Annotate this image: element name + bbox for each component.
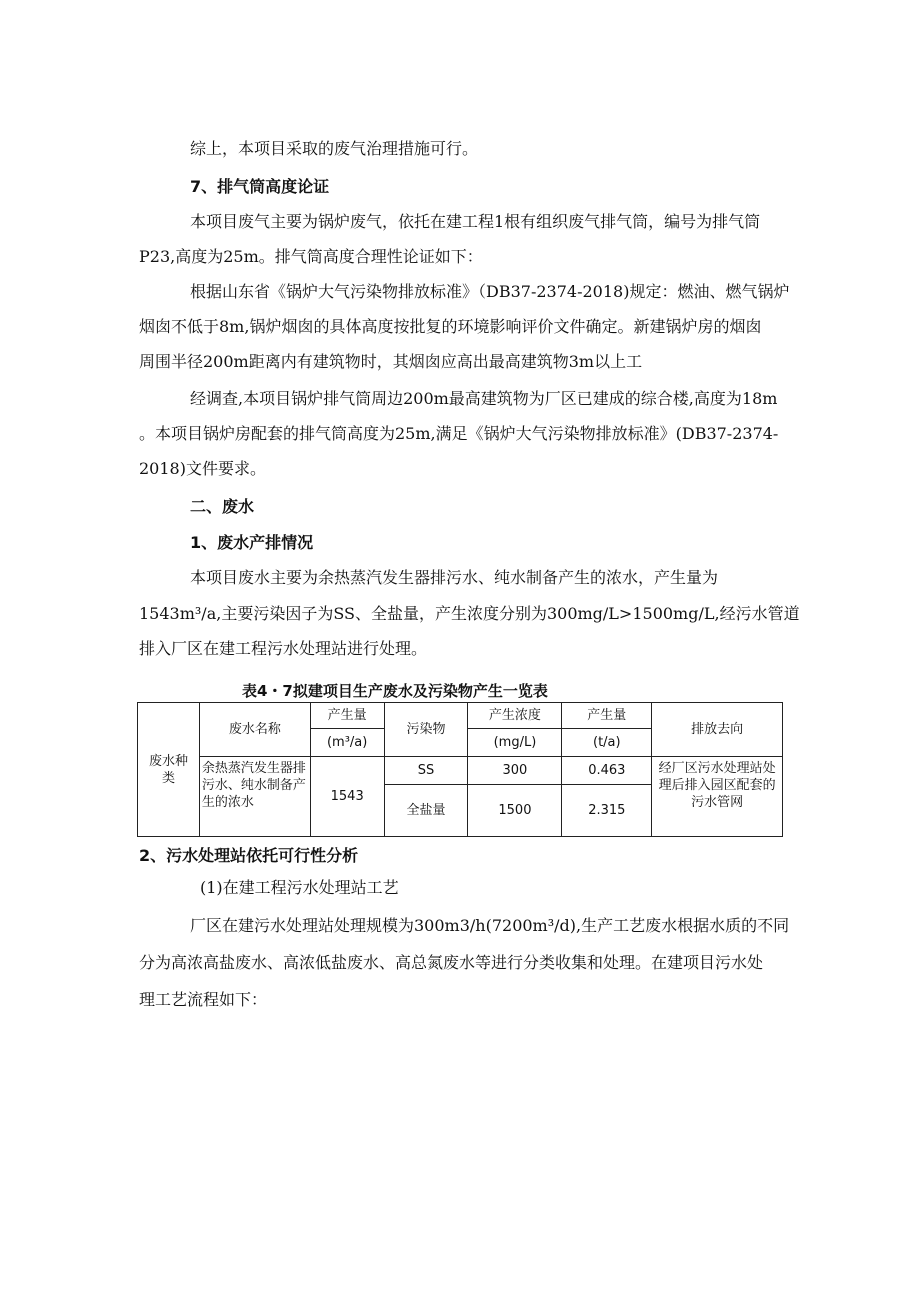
para-stack-intro-1: 本项目废气主要为锅炉废气，依托在建工程1根有组织废气排气筒，编号为排气筒 (190, 212, 761, 231)
header-amount-unit: (t/a) (562, 729, 652, 757)
para-wastewater-3: 排入厂区在建工程污水处理站进行处理。 (139, 639, 428, 658)
cell-pollutant: 全盐量 (384, 785, 468, 837)
cell-qty: 1543 (310, 757, 384, 837)
subheading-2-1: (1)在建工程污水处理站工艺 (200, 878, 399, 897)
cell-amount: 2.315 (562, 785, 652, 837)
header-dest: 排放去向 (652, 703, 783, 757)
para-survey-3: 2018)文件要求。 (139, 459, 266, 478)
table-caption: 表4・7拟建项目生产废水及污染物产生一览表 (242, 682, 548, 700)
section-heading-2: 2、污水处理站依托可行性分析 (139, 846, 359, 865)
cell-conc: 300 (468, 757, 562, 785)
section-heading-7: 7、排气筒高度论证 (190, 177, 330, 196)
header-qty: 产生量 (310, 703, 384, 729)
para-wastewater-2: 1543m³/a,主要污染因子为SS、全盐量，产生浓度分别为300mg/L>1500mg/L,经污水管道 (139, 604, 800, 623)
header-conc-unit: (mg/L) (468, 729, 562, 757)
header-type: 废水种类 (138, 703, 200, 837)
header-qty-unit: (m³/a) (310, 729, 384, 757)
para-wastewater-1: 本项目废水主要为余热蒸汽发生器排污水、纯水制备产生的浓水，产生量为 (190, 568, 719, 587)
header-conc: 产生浓度 (468, 703, 562, 729)
para-treatment-3: 理工艺流程如下： (139, 990, 268, 1009)
section-heading-wastewater: 二、废水 (190, 497, 255, 516)
para-standard-2: 烟囱不低于8m,锅炉烟囱的具体高度按批复的环境影响评价文件确定。新建锅炉房的烟囱 (139, 317, 762, 336)
section-heading-1: 1、废水产排情况 (190, 533, 314, 552)
cell-conc: 1500 (468, 785, 562, 837)
para-treatment-2: 分为高浓高盐废水、高浓低盐废水、高总氮废水等进行分类收集和处理。在建项目污水处 (139, 953, 764, 972)
header-amount: 产生量 (562, 703, 652, 729)
para-survey-1: 经调查,本项目锅炉排气筒周边200m最高建筑物为厂区已建成的综合楼,高度为18m (190, 389, 778, 408)
para-survey-2: 。本项目锅炉房配套的排气筒高度为25m,满足《锅炉大气污染物排放标准》(DB37-2374- (139, 424, 779, 443)
para-treatment-1: 厂区在建污水处理站处理规模为300m3/h(7200m³/d),生产工艺废水根据水质的不同 (190, 916, 790, 935)
cell-amount: 0.463 (562, 757, 652, 785)
cell-pollutant: SS (384, 757, 468, 785)
header-pollutant: 污染物 (384, 703, 468, 757)
para-standard-1: 根据山东省《锅炉大气污染物排放标准》（DB37-2374-2018)规定：燃油、燃气锅炉 (190, 282, 790, 301)
cell-dest: 经厂区污水处理站处理后排入园区配套的污水管网 (652, 757, 783, 837)
header-name: 废水名称 (199, 703, 310, 757)
para-standard-3: 周围半径200m距离内有建筑物时，其烟囱应高出最高建筑物3m以上工 (139, 352, 643, 371)
para-conclusion: 综上，本项目采取的废气治理措施可行。 (190, 139, 479, 158)
wastewater-table (137, 702, 783, 837)
cell-name: 余热蒸汽发生器排污水、纯水制备产生的浓水 (199, 757, 310, 837)
para-stack-intro-2: P23,高度为25m。排气筒高度合理性论证如下： (139, 247, 483, 266)
